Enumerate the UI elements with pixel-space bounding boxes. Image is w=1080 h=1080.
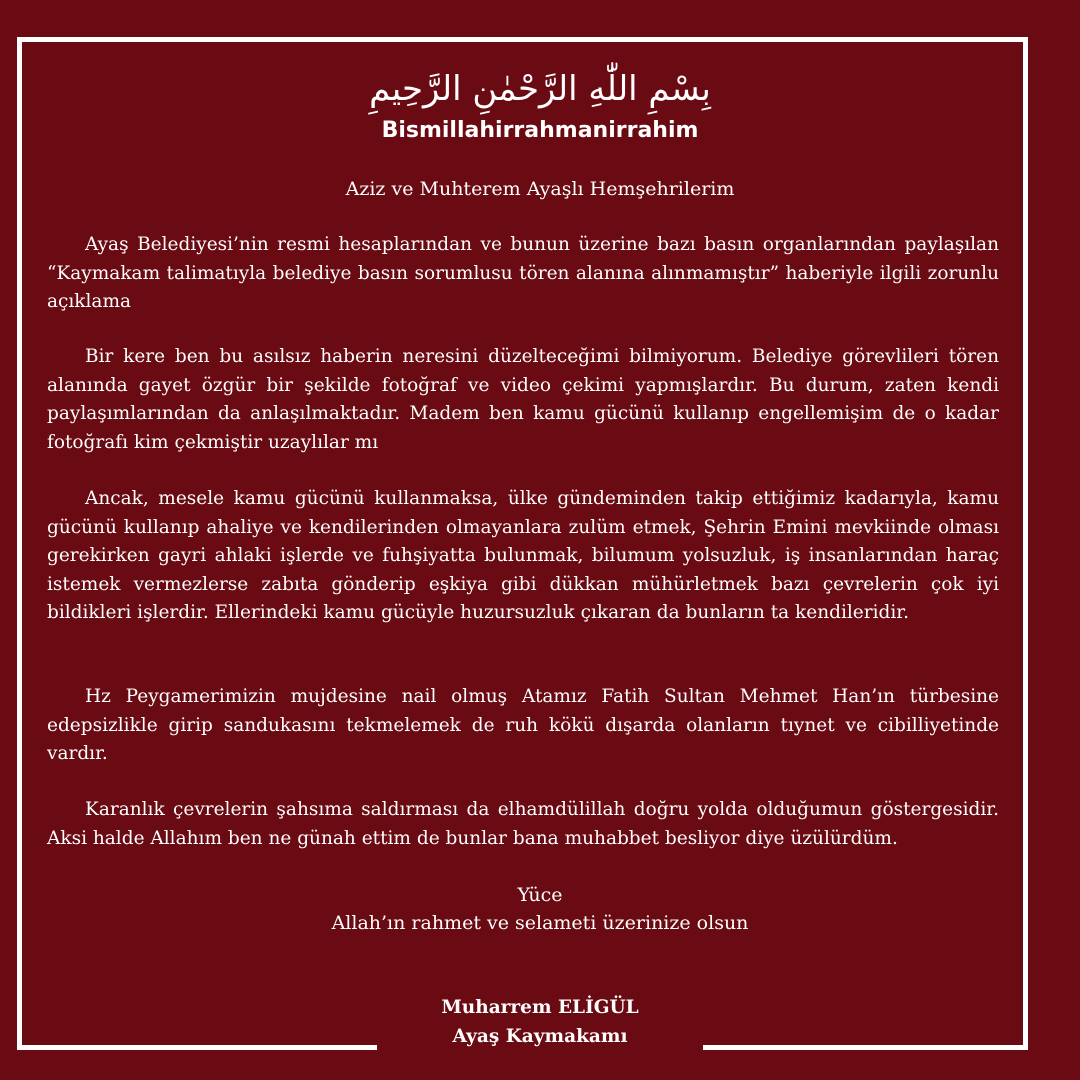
paragraph-denial: Bir kere ben bu asılsız haberin neresini düzelteceğimi bilmiyorum. Belediye görevlileri tören alanında gayet özgür bir şekilde fotoğraf ve video çekimi yapmışlardır. Bu durum, zaten kendi paylaşımlarından da anlaşılmaktadır. Madem ben kamu gücünü kullanıp engellemişim de o kadar fotoğrafı kim çekmiştir uzaylılar mı	[47, 346, 999, 453]
paragraph-conclusion: Karanlık çevrelerin şahsıma saldırması da elhamdülillah doğru yolda olduğumun göstergesidir. Aksi halde Allahım ben ne günah ettim de bunlar bana muhabbet besliyor diye üzülürdüm.	[47, 799, 999, 849]
closing-line-2: Allah’ın rahmet ve selameti üzerinize olsun	[331, 912, 749, 934]
signature-title: Ayaş Kaymakamı	[452, 1026, 628, 1047]
paragraph-statement-intro: Ayaş Belediyesi’nin resmi hesaplarından ve bunun üzerine bazı basın organlarından paylaşılan “Kaymakam talimatıyla belediye basın sorumlusu tören alanına alınmamıştır” haberiyle ilgili zorunlu açıklama	[47, 234, 999, 312]
salutation: Aziz ve Muhterem Ayaşlı Hemşehrilerim	[345, 178, 735, 200]
arabic-basmala: بِسْمِ اللّٰهِ الرَّحْمٰنِ الرَّحِيمِ	[369, 69, 711, 109]
paragraph-accusations: Ancak, mesele kamu gücünü kullanmaksa, ülke gündeminden takip ettiğimiz kadarıyla, kamu gücünü kullanıp ahaliye ve kendilerinden olmayanlara zulüm etmek, Şehrin Emini mevkiinde olması gerekirken gayri ahlaki işlerde ve fuhşiyatta bulunmak, bilumum yolsuzluk, iş insanlarından haraç istemek vermezlerse zabıta gönderip eşkiya gibi dükkan mühürletmek bazı çevrelerin çok iyi bildikleri işlerdir. Ellerindeki kamu gücüyle huzursuzluk çıkaran da bunların ta kendileridir.	[47, 488, 999, 623]
frame-top-border	[17, 37, 1028, 42]
closing-line-1: Yüce	[517, 884, 563, 906]
page-title: Bismillahirrahmanirrahim	[381, 118, 699, 143]
signature-name: Muharrem ELİGÜL	[441, 997, 639, 1018]
paragraph-tomb: Hz Peygamerimizin mujdesine nail olmuş Atamız Fatih Sultan Mehmet Han’ın türbesine edepsizlikle girip sandukasını tekmelemek de ruh kökü dışarda olanların tıynet ve cibilliyetinde vardır.	[47, 686, 999, 764]
